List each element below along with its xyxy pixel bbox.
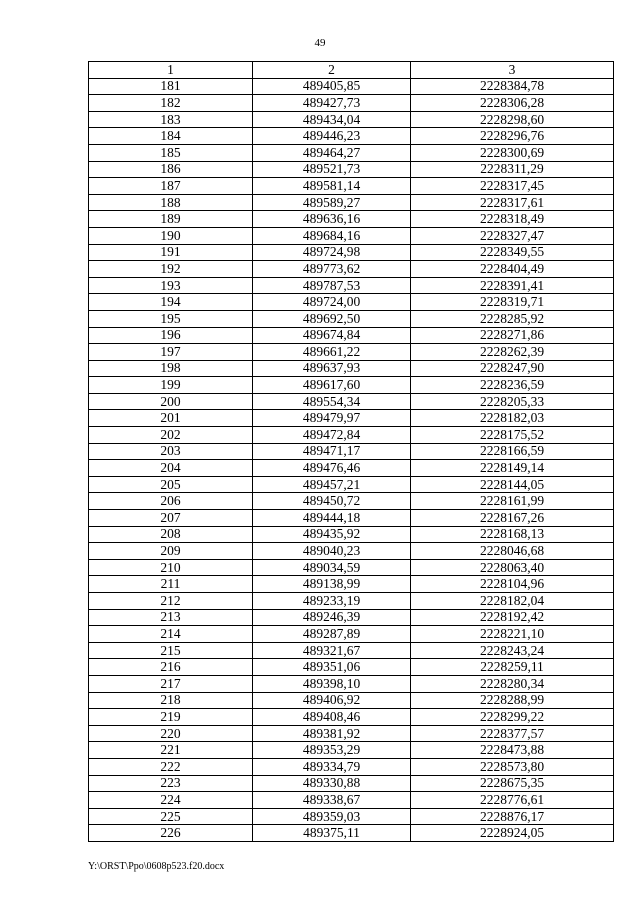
table-row bbox=[89, 593, 614, 610]
x-coordinate-cell: 489427,73 bbox=[253, 95, 411, 112]
x-coordinate-cell: 489359,03 bbox=[253, 808, 411, 825]
x-coordinate-cell: 489406,92 bbox=[253, 692, 411, 709]
point-number-cell: 189 bbox=[89, 211, 253, 228]
x-coordinate-cell: 489617,60 bbox=[253, 377, 411, 394]
y-coordinate-cell: 2228104,96 bbox=[411, 576, 614, 593]
table-row bbox=[89, 95, 614, 112]
point-number-cell: 206 bbox=[89, 493, 253, 510]
y-coordinate-cell: 2228404,49 bbox=[411, 261, 614, 278]
x-coordinate-cell: 489450,72 bbox=[253, 493, 411, 510]
point-number-cell: 188 bbox=[89, 194, 253, 211]
point-number-cell: 182 bbox=[89, 95, 253, 112]
point-number-cell: 187 bbox=[89, 178, 253, 195]
page-number: 49 bbox=[314, 37, 326, 49]
y-coordinate-cell: 2228876,17 bbox=[411, 808, 614, 825]
table-row bbox=[89, 144, 614, 161]
x-coordinate-cell: 489464,27 bbox=[253, 144, 411, 161]
table-row bbox=[89, 227, 614, 244]
y-coordinate-cell: 2228161,99 bbox=[411, 493, 614, 510]
y-coordinate-cell: 2228924,05 bbox=[411, 825, 614, 842]
point-number-cell: 196 bbox=[89, 327, 253, 344]
y-coordinate-cell: 2228319,71 bbox=[411, 294, 614, 311]
table-row bbox=[89, 725, 614, 742]
x-coordinate-cell: 489334,79 bbox=[253, 758, 411, 775]
y-coordinate-cell: 2228167,26 bbox=[411, 510, 614, 527]
table-header bbox=[89, 62, 614, 79]
table-row bbox=[89, 244, 614, 261]
point-number-cell: 218 bbox=[89, 692, 253, 709]
x-coordinate-cell: 489661,22 bbox=[253, 344, 411, 361]
x-coordinate-cell: 489479,97 bbox=[253, 410, 411, 427]
footer-file-path: Y:\ORST\Ppo\0608p523.f20.docx bbox=[88, 861, 225, 872]
x-coordinate-cell: 489375,11 bbox=[253, 825, 411, 842]
table-row bbox=[89, 709, 614, 726]
point-number-cell: 203 bbox=[89, 443, 253, 460]
x-coordinate-cell: 489405,85 bbox=[253, 78, 411, 95]
x-coordinate-cell: 489435,92 bbox=[253, 526, 411, 543]
x-coordinate-cell: 489040,23 bbox=[253, 543, 411, 560]
table-row bbox=[89, 460, 614, 477]
point-number-cell: 208 bbox=[89, 526, 253, 543]
point-number-cell: 184 bbox=[89, 128, 253, 145]
point-number-cell: 223 bbox=[89, 775, 253, 792]
point-number-cell: 205 bbox=[89, 476, 253, 493]
table-row bbox=[89, 510, 614, 527]
x-coordinate-cell: 489787,53 bbox=[253, 277, 411, 294]
y-coordinate-cell: 2228473,88 bbox=[411, 742, 614, 759]
table-row bbox=[89, 642, 614, 659]
x-coordinate-cell: 489773,62 bbox=[253, 261, 411, 278]
point-number-cell: 181 bbox=[89, 78, 253, 95]
point-number-cell: 193 bbox=[89, 277, 253, 294]
y-coordinate-cell: 2228318,49 bbox=[411, 211, 614, 228]
x-coordinate-cell: 489351,06 bbox=[253, 659, 411, 676]
table-row bbox=[89, 526, 614, 543]
table-row bbox=[89, 261, 614, 278]
point-number-cell: 201 bbox=[89, 410, 253, 427]
table-body bbox=[89, 78, 614, 841]
y-coordinate-cell: 2228675,35 bbox=[411, 775, 614, 792]
table-row bbox=[89, 476, 614, 493]
x-coordinate-cell: 489398,10 bbox=[253, 675, 411, 692]
point-number-cell: 191 bbox=[89, 244, 253, 261]
x-coordinate-cell: 489233,19 bbox=[253, 593, 411, 610]
x-coordinate-cell: 489434,04 bbox=[253, 111, 411, 128]
table-row bbox=[89, 626, 614, 643]
table-row bbox=[89, 493, 614, 510]
y-coordinate-cell: 2228306,28 bbox=[411, 95, 614, 112]
x-coordinate-cell: 489589,27 bbox=[253, 194, 411, 211]
y-coordinate-cell: 2228046,68 bbox=[411, 543, 614, 560]
table-row bbox=[89, 609, 614, 626]
point-number-cell: 224 bbox=[89, 792, 253, 809]
point-number-cell: 186 bbox=[89, 161, 253, 178]
coordinates-table bbox=[88, 61, 614, 842]
point-number-cell: 214 bbox=[89, 626, 253, 643]
table-row bbox=[89, 758, 614, 775]
y-coordinate-cell: 2228262,39 bbox=[411, 344, 614, 361]
y-coordinate-cell: 2228391,41 bbox=[411, 277, 614, 294]
table-row bbox=[89, 792, 614, 809]
x-coordinate-cell: 489353,29 bbox=[253, 742, 411, 759]
table-row bbox=[89, 742, 614, 759]
point-number-cell: 198 bbox=[89, 360, 253, 377]
x-coordinate-cell: 489554,34 bbox=[253, 393, 411, 410]
table-row bbox=[89, 211, 614, 228]
table-row bbox=[89, 111, 614, 128]
x-coordinate-cell: 489381,92 bbox=[253, 725, 411, 742]
x-coordinate-cell: 489034,59 bbox=[253, 559, 411, 576]
table-row bbox=[89, 78, 614, 95]
table-row bbox=[89, 576, 614, 593]
x-coordinate-cell: 489684,16 bbox=[253, 227, 411, 244]
table-row bbox=[89, 443, 614, 460]
point-number-cell: 192 bbox=[89, 261, 253, 278]
y-coordinate-cell: 2228776,61 bbox=[411, 792, 614, 809]
point-number-cell: 199 bbox=[89, 377, 253, 394]
point-number-cell: 197 bbox=[89, 344, 253, 361]
x-coordinate-cell: 489444,18 bbox=[253, 510, 411, 527]
table-row bbox=[89, 393, 614, 410]
y-coordinate-cell: 2228149,14 bbox=[411, 460, 614, 477]
point-number-cell: 194 bbox=[89, 294, 253, 311]
table-row bbox=[89, 360, 614, 377]
x-coordinate-cell: 489408,46 bbox=[253, 709, 411, 726]
point-number-cell: 215 bbox=[89, 642, 253, 659]
y-coordinate-cell: 2228205,33 bbox=[411, 393, 614, 410]
y-coordinate-cell: 2228168,13 bbox=[411, 526, 614, 543]
table-row bbox=[89, 327, 614, 344]
x-coordinate-cell: 489692,50 bbox=[253, 310, 411, 327]
x-coordinate-cell: 489472,84 bbox=[253, 427, 411, 444]
y-coordinate-cell: 2228317,61 bbox=[411, 194, 614, 211]
y-coordinate-cell: 2228573,80 bbox=[411, 758, 614, 775]
x-coordinate-cell: 489636,16 bbox=[253, 211, 411, 228]
table-row bbox=[89, 543, 614, 560]
y-coordinate-cell: 2228317,45 bbox=[411, 178, 614, 195]
y-coordinate-cell: 2228327,47 bbox=[411, 227, 614, 244]
y-coordinate-cell: 2228175,52 bbox=[411, 427, 614, 444]
y-coordinate-cell: 2228182,04 bbox=[411, 593, 614, 610]
y-coordinate-cell: 2228192,42 bbox=[411, 609, 614, 626]
y-coordinate-cell: 2228288,99 bbox=[411, 692, 614, 709]
table-row bbox=[89, 825, 614, 842]
table-row bbox=[89, 194, 614, 211]
x-coordinate-cell: 489446,23 bbox=[253, 128, 411, 145]
x-coordinate-cell: 489330,88 bbox=[253, 775, 411, 792]
y-coordinate-cell: 2228166,59 bbox=[411, 443, 614, 460]
table-row bbox=[89, 377, 614, 394]
y-coordinate-cell: 2228243,24 bbox=[411, 642, 614, 659]
table-row bbox=[89, 128, 614, 145]
x-coordinate-cell: 489457,21 bbox=[253, 476, 411, 493]
x-coordinate-cell: 489521,73 bbox=[253, 161, 411, 178]
table-row bbox=[89, 659, 614, 676]
point-number-cell: 207 bbox=[89, 510, 253, 527]
y-coordinate-cell: 2228296,76 bbox=[411, 128, 614, 145]
table-row bbox=[89, 344, 614, 361]
y-coordinate-cell: 2228384,78 bbox=[411, 78, 614, 95]
x-coordinate-cell: 489321,67 bbox=[253, 642, 411, 659]
point-number-cell: 200 bbox=[89, 393, 253, 410]
table-row bbox=[89, 161, 614, 178]
y-coordinate-cell: 2228221,10 bbox=[411, 626, 614, 643]
header-row bbox=[89, 62, 614, 79]
table-row bbox=[89, 178, 614, 195]
header-col-1: 1 bbox=[89, 62, 253, 79]
point-number-cell: 211 bbox=[89, 576, 253, 593]
y-coordinate-cell: 2228298,60 bbox=[411, 111, 614, 128]
y-coordinate-cell: 2228247,90 bbox=[411, 360, 614, 377]
x-coordinate-cell: 489338,67 bbox=[253, 792, 411, 809]
x-coordinate-cell: 489637,93 bbox=[253, 360, 411, 377]
x-coordinate-cell: 489287,89 bbox=[253, 626, 411, 643]
x-coordinate-cell: 489476,46 bbox=[253, 460, 411, 477]
x-coordinate-cell: 489246,39 bbox=[253, 609, 411, 626]
table-row bbox=[89, 559, 614, 576]
header-col-3: 3 bbox=[411, 62, 614, 79]
point-number-cell: 183 bbox=[89, 111, 253, 128]
table-row bbox=[89, 427, 614, 444]
point-number-cell: 217 bbox=[89, 675, 253, 692]
y-coordinate-cell: 2228299,22 bbox=[411, 709, 614, 726]
table-row bbox=[89, 310, 614, 327]
y-coordinate-cell: 2228259,11 bbox=[411, 659, 614, 676]
point-number-cell: 210 bbox=[89, 559, 253, 576]
point-number-cell: 222 bbox=[89, 758, 253, 775]
y-coordinate-cell: 2228377,57 bbox=[411, 725, 614, 742]
point-number-cell: 202 bbox=[89, 427, 253, 444]
x-coordinate-cell: 489724,00 bbox=[253, 294, 411, 311]
point-number-cell: 209 bbox=[89, 543, 253, 560]
point-number-cell: 213 bbox=[89, 609, 253, 626]
point-number-cell: 219 bbox=[89, 709, 253, 726]
table-row bbox=[89, 692, 614, 709]
y-coordinate-cell: 2228311,29 bbox=[411, 161, 614, 178]
x-coordinate-cell: 489724,98 bbox=[253, 244, 411, 261]
point-number-cell: 225 bbox=[89, 808, 253, 825]
point-number-cell: 221 bbox=[89, 742, 253, 759]
y-coordinate-cell: 2228144,05 bbox=[411, 476, 614, 493]
point-number-cell: 212 bbox=[89, 593, 253, 610]
table-row bbox=[89, 294, 614, 311]
y-coordinate-cell: 2228236,59 bbox=[411, 377, 614, 394]
y-coordinate-cell: 2228271,86 bbox=[411, 327, 614, 344]
point-number-cell: 190 bbox=[89, 227, 253, 244]
table-row bbox=[89, 775, 614, 792]
table-row bbox=[89, 277, 614, 294]
point-number-cell: 226 bbox=[89, 825, 253, 842]
x-coordinate-cell: 489138,99 bbox=[253, 576, 411, 593]
header-col-2: 2 bbox=[253, 62, 411, 79]
point-number-cell: 195 bbox=[89, 310, 253, 327]
y-coordinate-cell: 2228349,55 bbox=[411, 244, 614, 261]
table-row bbox=[89, 675, 614, 692]
y-coordinate-cell: 2228182,03 bbox=[411, 410, 614, 427]
table-row bbox=[89, 808, 614, 825]
x-coordinate-cell: 489471,17 bbox=[253, 443, 411, 460]
y-coordinate-cell: 2228300,69 bbox=[411, 144, 614, 161]
y-coordinate-cell: 2228285,92 bbox=[411, 310, 614, 327]
point-number-cell: 204 bbox=[89, 460, 253, 477]
y-coordinate-cell: 2228280,34 bbox=[411, 675, 614, 692]
y-coordinate-cell: 2228063,40 bbox=[411, 559, 614, 576]
x-coordinate-cell: 489581,14 bbox=[253, 178, 411, 195]
point-number-cell: 216 bbox=[89, 659, 253, 676]
x-coordinate-cell: 489674,84 bbox=[253, 327, 411, 344]
table-row bbox=[89, 410, 614, 427]
point-number-cell: 220 bbox=[89, 725, 253, 742]
point-number-cell: 185 bbox=[89, 144, 253, 161]
